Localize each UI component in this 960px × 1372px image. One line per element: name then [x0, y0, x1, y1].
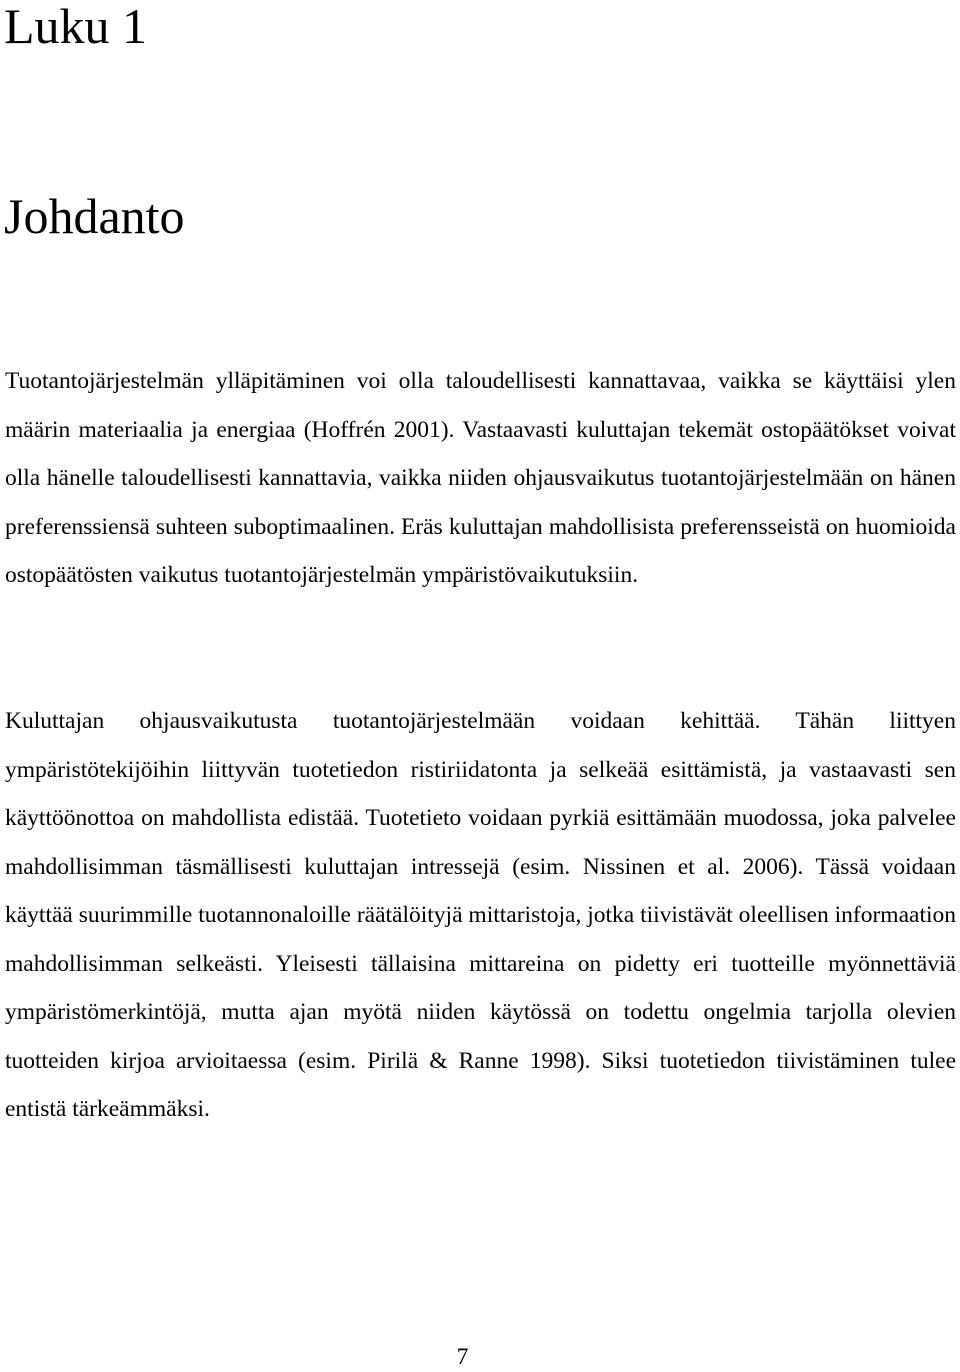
chapter-label: Luku 1	[4, 0, 148, 54]
body-paragraph-1: Tuotantojärjestelmän ylläpitäminen voi olla taloudellisesti kannattavaa, vaikka se käyttäisi ylen määrin materiaalia ja energiaa (Hoffrén 2001). Vastaavasti kuluttajan tekemät ostopäätökset voivat olla hänelle taloudellisesti kannattavia, vaikka niiden ohjausvaikutus tuotantojärjestelmään on hänen preferenssiensä suhteen suboptimaalinen. Eräs kuluttajan mahdollisista preferensseistä on huomioida ostopäätösten vaikutus tuotantojärjestelmän ympäristövaikutuksiin.	[5, 368, 956, 588]
body-paragraph-2: Kuluttajan ohjausvaikutusta tuotantojärjestelmään voidaan kehittää. Tähän liittyen ympäristötekijöihin liittyvän tuotetiedon ristiriidatonta ja selkeää esittämistä, ja vastaavasti sen käyttöönottoa on mahdollista edistää. Tuotetieto voidaan pyrkiä esittämään muodossa, joka palvelee mahdollisimman täsmällisesti kuluttajan intressejä (esim. Nissinen et al. 2006). Tässä voidaan käyttää suurimmille tuotannonaloille räätälöityjä mittaristoja, jotka tiivistävät oleellisen informaation mahdollisimman selkeästi. Yleisesti tällaisina mittareina on pidetty eri tuotteille myönnettäviä ympäristömerkintöjä, mutta ajan myötä niiden käytössä on todettu ongelmia tarjolla olevien tuotteiden kirjoa arvioitaessa (esim. Pirilä & Ranne 1998). Siksi tuotetiedon tiivistäminen tulee entistä tärkeämmäksi.	[5, 708, 956, 1122]
chapter-title: Johdanto	[4, 188, 185, 244]
page-number: 7	[456, 1344, 469, 1370]
